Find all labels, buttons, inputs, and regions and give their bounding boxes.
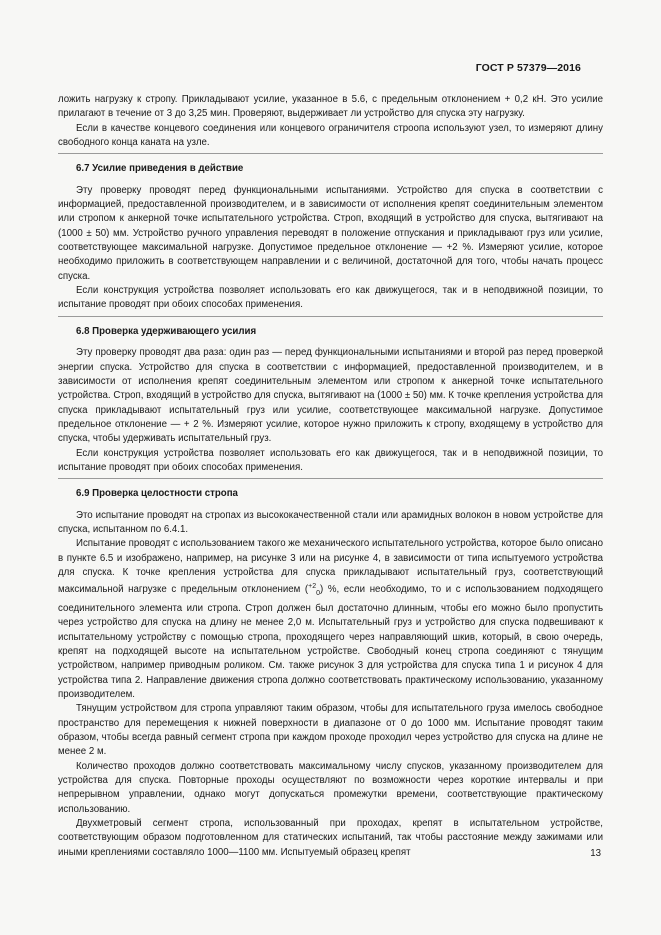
section-heading: 6.9 Проверка целостности стропа xyxy=(76,488,238,500)
body-paragraph: Тянущим устройством для стропа управляют таким образом, чтобы для испытательного груза имелось свободное пространство для перемещения к нижней поверхности в диапазоне от 0 до 1000 мм. Испытание проводят таким образом, чтобы всегда равный сегмент стропа при каждом проходе проходил через устройство для спуска на длине не менее 2 м. xyxy=(58,703,603,758)
section-divider xyxy=(58,316,603,317)
body-paragraph: ложить нагрузку к стропу. Прикладывают усилие, указанное в 5.6, с предельным отклонением + 0,2 кН. Это усилие прилагают в течение от 3 до 3,25 мин. Проверяют, выдерживает ли устройство для спуска эту нагрузку. xyxy=(58,94,603,120)
body-paragraph: Это испытание проводят на стропах из высококачественной стали или арамидных волокон в новом устройстве для спуска, испытанном по 6.4.1. xyxy=(58,509,603,535)
page-number: 13 xyxy=(590,848,601,859)
body-paragraph: Количество проходов должно соответствовать максимальному числу спусков, указанному производителем для устройства для спуска. Повторные проходы осуществляют по возможности через короткие интервалы и при непрерывном управлении, однако могут допускаться промежутки времени, соответствующие практическому использованию. xyxy=(58,760,603,815)
section-heading: 6.7 Усилие приведения в действие xyxy=(76,163,244,175)
body-paragraph: Эту проверку проводят перед функциональными испытаниями. Устройство для спуска в соответствии с информацией, предоставленной производителем, и в зависимости от исполнения крепят соединительным элементом или стропом к анкерной точке испытательного устройства. Строп, входящий в устройство для спуска, вытягивают на (1000 ± 50) мм. Устройство ручного управления переводят в положение отпускания и прикладывают груз или усилие, соответствующее максимальной нагрузке. Допустимое предельное отклонение — +2 %. Измеряют усилие, которое необходимо приложить в соответствующем направлении и с величиной, достаточной для того, чтобы начать процесс спуска. xyxy=(58,184,603,282)
body-paragraph: Эту проверку проводят два раза: один раз — перед функциональными испытаниями и второй раз перед проверкой энергии спуска. Устройство для спуска в соответствии с информацией, предоставленной производителем, и в зависимости от исполнения крепят соединительным элементом или стропом к анкерной точке испытательного устройства. Строп, входящий в устройство для спуска, вытягивают на (1000 ± 50) мм. К точке крепления устройства для спуска прикладывают испытательный груз или усилие, соответствующее максимальной нагрузке. Допустимое предельное отклонение — + 2 %. Измеряют усилие, которое нужно приложить к стропу, входящему в устройство для спуска, чтобы удерживать испытательный груз. xyxy=(58,347,603,445)
body-paragraph: Если в качестве концевого соединения или концевого ограничителя строопа используют узел, то измеряют длину свободного конца каната на узле. xyxy=(58,122,603,149)
body-paragraph: Двухметровый сегмент стропа, использованный при проходах, крепят в испытательном устройстве, соответствующим образом подготовленном для статических испытаний, так чтобы расстояние между зажимами или иными креплениями составляло 1000—1100 мм. Испытуемый образец крепят xyxy=(58,817,603,858)
body-paragraph: Если конструкция устройства позволяет использовать его как движущегося, так и в неподвижной позиции, то испытание проводят при обоих способах применения. xyxy=(58,285,603,311)
body-paragraph: Если конструкция устройства позволяет использовать его как движущегося, так и в неподвижной позиции, то испытание проводят при обоих способах применения. xyxy=(58,447,603,473)
document-body xyxy=(58,93,603,860)
section-divider xyxy=(58,153,603,154)
section-heading: 6.8 Проверка удерживающего усилия xyxy=(76,325,257,337)
paragraph-text: ) %, если необходимо, то и с использованием подходящего соединительного элемента или стропа. Строп должен был достаточно длинным, чтобы его можно было пропустить через устройство для спуска на длину не менее 2,0 м. Испытательный груз и устройство для спуска подвешивают к испытательному устройству с помощью стропа, проходящего через направляющий шкив, который, в свою очередь, крепят на подходящей высоте на испытательном устройстве. Свободный конец стропа соединяют с тянущим устройством, например приводным роликом. См. также рисунок 3 для устройства для спуска типа 1 и рисунок 4 для устройства типа 2. Направление движения стропа должно соответствовать практическому использованию, указанному производителем. xyxy=(58,584,603,700)
tolerance-upper: +2 xyxy=(308,583,317,591)
body-paragraph xyxy=(58,537,603,702)
document-id-header: ГОСТ Р 57379—2016 xyxy=(475,62,581,74)
section-divider xyxy=(58,478,603,479)
paragraph-text: Испытание проводят с использованием такого же механического испытательного устройства, которое было описано в пункте 6.5 и изображено, например, на рисунке 3 или на рисунке 4, в зависимости от типа испытуемого устройства для спуска. К точке крепления устройства для спуска прикладывают испытательный груз, соответствующий максимальной нагрузке с предельным отклонением ( xyxy=(58,538,603,596)
tolerance-lower: 0 xyxy=(316,590,321,598)
